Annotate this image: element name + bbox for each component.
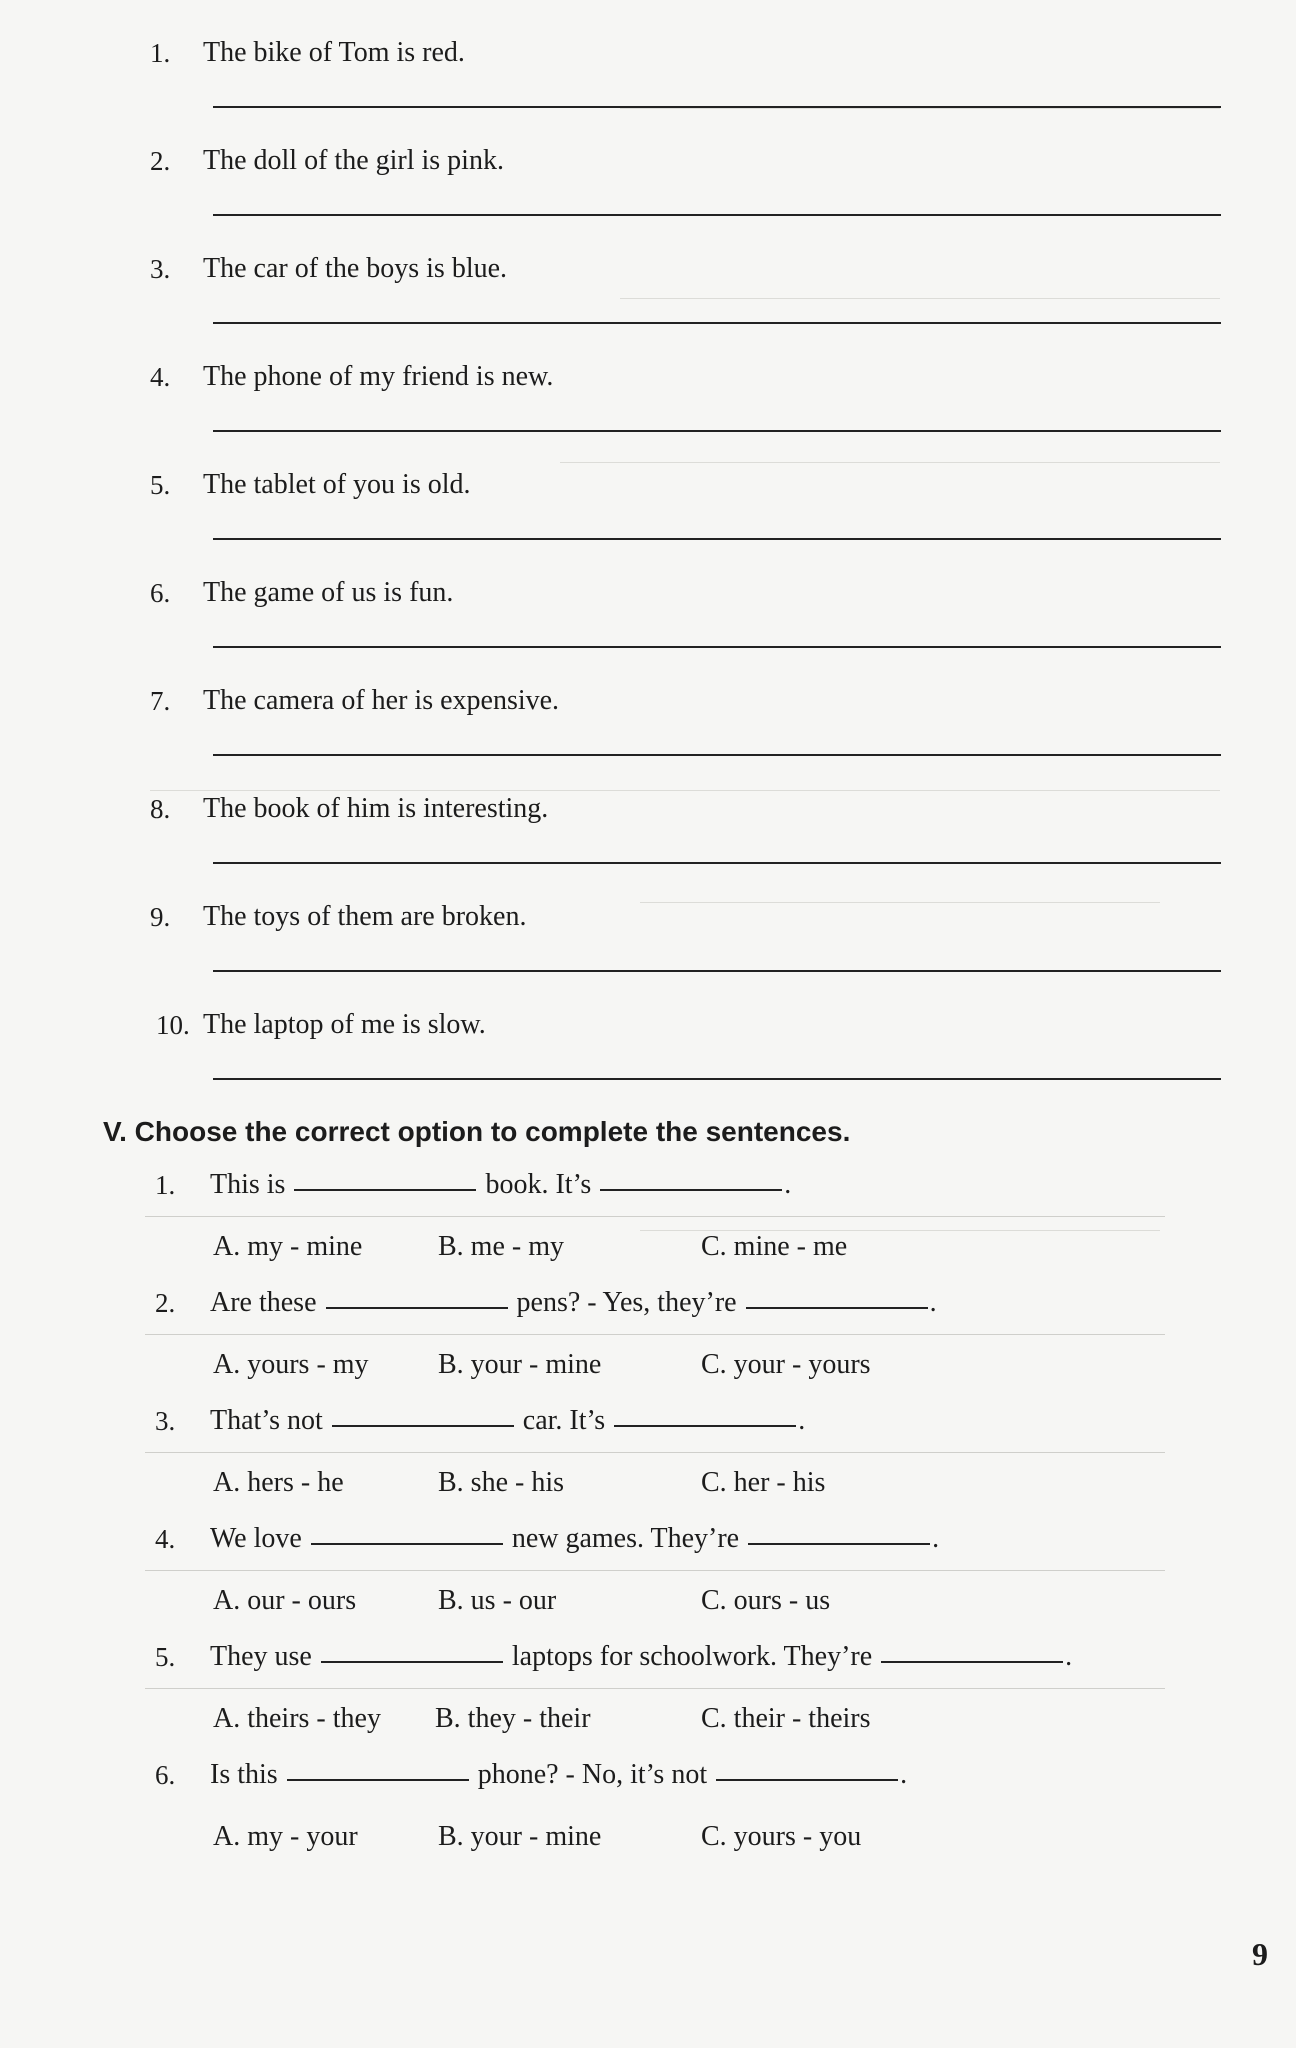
question-stem	[210, 1404, 805, 1438]
mc-question	[155, 1168, 1165, 1278]
stem-part: new games. They’re	[511, 1523, 740, 1554]
rewrite-item	[150, 468, 1220, 568]
item-sentence: The bike of Tom is red.	[203, 37, 465, 68]
option-b[interactable]: B. us - our	[438, 1585, 557, 1616]
stem-part: This is	[210, 1169, 286, 1200]
rewrite-item	[150, 1008, 1220, 1108]
rewrite-item	[150, 684, 1220, 784]
stem-part: .	[900, 1759, 908, 1790]
answer-blank[interactable]	[326, 1307, 508, 1309]
option-a[interactable]: A. our - ours	[213, 1585, 357, 1616]
option-b[interactable]: B. she - his	[438, 1467, 564, 1498]
item-number: 1.	[150, 38, 171, 68]
item-number: 9.	[150, 902, 171, 932]
option-c[interactable]: C. her - his	[701, 1467, 826, 1498]
option-a[interactable]: A. my - your	[213, 1821, 358, 1852]
answer-blank[interactable]	[600, 1189, 782, 1191]
answer-blank[interactable]	[287, 1779, 469, 1781]
item-sentence: The toys of them are broken.	[203, 901, 527, 932]
item-number: 8.	[150, 794, 171, 824]
question-number: 4.	[155, 1524, 176, 1554]
rewrite-item	[150, 144, 1220, 244]
answer-line[interactable]	[213, 754, 1221, 756]
item-sentence: The car of the boys is blue.	[203, 253, 508, 284]
answer-line[interactable]	[213, 106, 1221, 108]
question-number: 3.	[155, 1406, 176, 1436]
question-stem	[210, 1168, 791, 1202]
option-a[interactable]: A. my - mine	[213, 1231, 363, 1262]
stem-part: That’s not	[210, 1405, 323, 1436]
answer-line[interactable]	[213, 322, 1221, 324]
question-number: 2.	[155, 1288, 176, 1318]
option-b[interactable]: B. me - my	[438, 1231, 564, 1262]
mc-question	[155, 1640, 1165, 1750]
stem-part: .	[798, 1405, 806, 1436]
stem-part: laptops for schoolwork. They’re	[511, 1641, 873, 1672]
stem-part: Are these	[210, 1287, 317, 1318]
mc-question	[155, 1286, 1165, 1396]
mc-question	[155, 1404, 1165, 1514]
item-sentence: The tablet of you is old.	[203, 469, 471, 500]
option-c[interactable]: C. yours - you	[701, 1821, 862, 1852]
answer-blank[interactable]	[311, 1543, 503, 1545]
answer-line[interactable]	[213, 970, 1221, 972]
separator-line	[145, 1216, 1165, 1217]
option-b[interactable]: B. they - their	[435, 1703, 591, 1734]
stem-part: book. It’s	[485, 1169, 592, 1200]
stem-part: We love	[210, 1523, 302, 1554]
stem-part: They use	[210, 1641, 312, 1672]
item-sentence: The doll of the girl is pink.	[203, 145, 504, 176]
separator-line	[145, 1334, 1165, 1335]
bleed-through-line	[150, 790, 1220, 791]
stem-part: .	[929, 1287, 937, 1318]
option-c[interactable]: C. their - theirs	[701, 1703, 871, 1734]
rewrite-item	[150, 792, 1220, 892]
item-sentence: The phone of my friend is new.	[203, 361, 554, 392]
item-number: 10.	[156, 1010, 190, 1040]
item-sentence: The camera of her is expensive.	[203, 685, 560, 716]
stem-part: Is this	[210, 1759, 278, 1790]
stem-part: .	[932, 1523, 940, 1554]
stem-part: phone? - No, it’s not	[477, 1759, 708, 1790]
question-stem	[210, 1758, 907, 1792]
question-stem	[210, 1640, 1072, 1674]
answer-blank[interactable]	[716, 1779, 898, 1781]
answer-blank[interactable]	[321, 1661, 503, 1663]
question-number: 5.	[155, 1642, 176, 1672]
option-a[interactable]: A. theirs - they	[213, 1703, 381, 1734]
answer-blank[interactable]	[614, 1425, 796, 1427]
option-c[interactable]: C. mine - me	[701, 1231, 848, 1262]
rewrite-item	[150, 360, 1220, 460]
separator-line	[145, 1452, 1165, 1453]
question-stem	[210, 1286, 937, 1320]
separator-line	[145, 1570, 1165, 1571]
item-sentence: The laptop of me is slow.	[203, 1009, 486, 1040]
item-number: 7.	[150, 686, 171, 716]
rewrite-item	[150, 900, 1220, 1000]
item-number: 4.	[150, 362, 171, 392]
item-sentence: The game of us is fun.	[203, 577, 454, 608]
question-number: 6.	[155, 1760, 176, 1790]
rewrite-item	[150, 252, 1220, 352]
item-number: 5.	[150, 470, 171, 500]
option-a[interactable]: A. yours - my	[213, 1349, 369, 1380]
stem-part: car. It’s	[522, 1405, 606, 1436]
answer-line[interactable]	[213, 430, 1221, 432]
option-b[interactable]: B. your - mine	[438, 1821, 602, 1852]
mc-question	[155, 1522, 1165, 1632]
question-stem	[210, 1522, 939, 1556]
mc-question	[155, 1758, 1165, 1868]
answer-line[interactable]	[213, 862, 1221, 864]
item-number: 3.	[150, 254, 171, 284]
option-a[interactable]: A. hers - he	[213, 1467, 344, 1498]
answer-line[interactable]	[213, 646, 1221, 648]
separator-line	[145, 1688, 1165, 1689]
bleed-through-line	[560, 462, 1220, 463]
answer-blank[interactable]	[748, 1543, 930, 1545]
rewrite-item	[150, 576, 1220, 676]
rewrite-item	[150, 36, 1220, 136]
option-c[interactable]: C. ours - us	[701, 1585, 831, 1616]
item-number: 6.	[150, 578, 171, 608]
answer-blank[interactable]	[332, 1425, 514, 1427]
item-number: 2.	[150, 146, 171, 176]
answer-line[interactable]	[213, 538, 1221, 540]
item-sentence: The book of him is interesting.	[203, 793, 549, 824]
stem-part: .	[784, 1169, 792, 1200]
answer-line[interactable]	[213, 1078, 1221, 1080]
page-number: 9	[1252, 1936, 1268, 1972]
answer-line[interactable]	[213, 214, 1221, 216]
answer-blank[interactable]	[294, 1189, 476, 1191]
answer-blank[interactable]	[881, 1661, 1063, 1663]
stem-part: pens? - Yes, they’re	[516, 1287, 737, 1318]
stem-part: .	[1065, 1641, 1073, 1672]
option-b[interactable]: B. your - mine	[438, 1349, 602, 1380]
option-c[interactable]: C. your - yours	[701, 1349, 871, 1380]
section-v-title: V. Choose the correct option to complete the sentences.	[103, 1116, 851, 1147]
answer-blank[interactable]	[746, 1307, 928, 1309]
question-number: 1.	[155, 1170, 176, 1200]
